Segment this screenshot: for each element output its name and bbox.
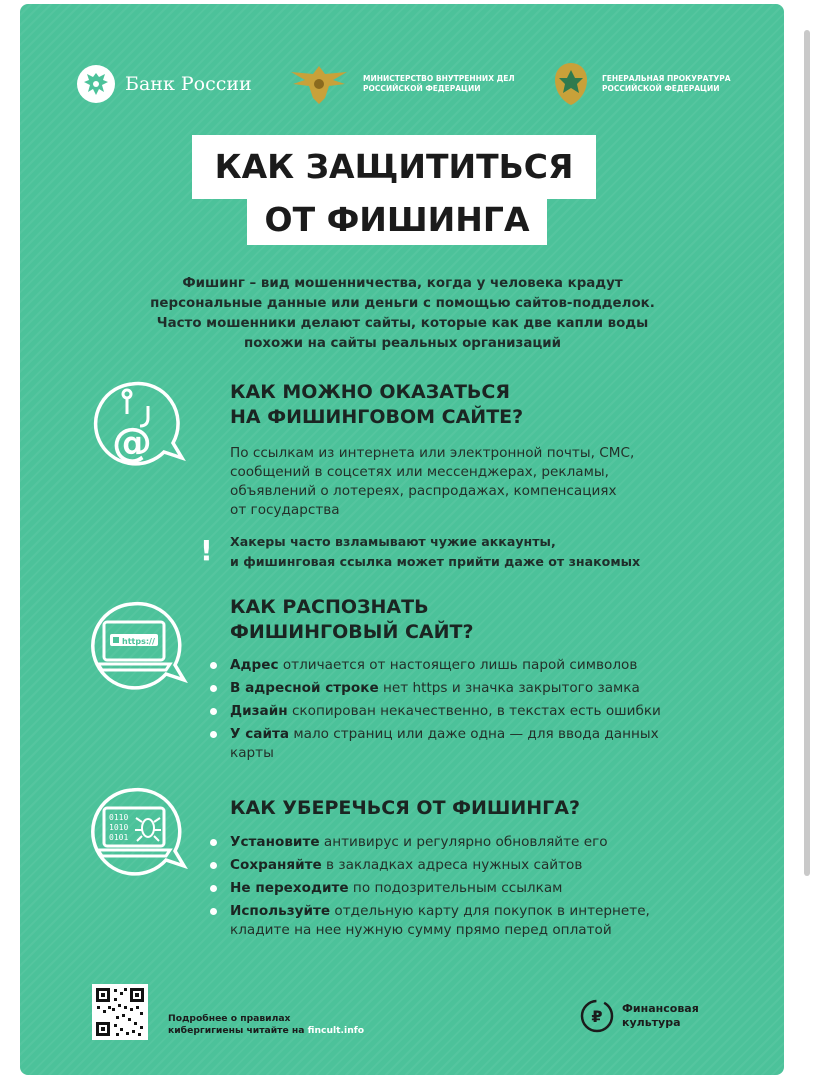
bank-of-russia-logo [76, 56, 252, 112]
list-item [210, 656, 710, 675]
mvd-name-line: РОССИЙСКОЙ ФЕДЕРАЦИИ [363, 84, 481, 93]
bank-name: Банк России [125, 73, 252, 95]
section1-text-line: сообщений в соцсетях или мессенджерах, рекламы, [230, 464, 609, 480]
laptop-https-icon [82, 598, 192, 694]
mvd-name-line: МИНИСТЕРСТВО ВНУТРЕННИХ ДЕЛ [363, 74, 515, 83]
footer-line: кибергигиены читайте на [168, 1025, 308, 1036]
list-item-bold: Используйте [230, 903, 331, 919]
section1-text-line: объявлений о лотереях, распродажах, компенсациях [230, 483, 617, 499]
phishing-hook-icon [82, 376, 192, 472]
section2-title [230, 595, 474, 645]
binary-code-line: 0101 [109, 833, 129, 842]
intro-line: похожи на сайты реальных организаций [243, 336, 562, 351]
list-item [210, 856, 710, 875]
list-item [210, 833, 710, 852]
list-item [210, 879, 710, 898]
section1-title [230, 380, 523, 430]
bullet-icon [210, 908, 217, 915]
page-title-line2: ОТ ФИШИНГА [247, 197, 547, 245]
financial-culture-line: культура [622, 1016, 681, 1029]
financial-culture-logo [580, 999, 699, 1033]
bullet-icon [210, 885, 217, 892]
bullet-icon [210, 862, 217, 869]
list-item-text: нет https и значка закрытого замка [378, 680, 640, 696]
section2-title-line: ФИШИНГОВЫЙ САЙТ? [230, 621, 474, 643]
intro-line: Часто мошенники делают сайты, которые как две капли воды [156, 316, 649, 331]
section2-list [210, 656, 710, 767]
section1-text-line: По ссылкам из интернета или электронной почты, СМС, [230, 445, 635, 461]
prosecutor-name [602, 74, 731, 94]
list-item-bold: В адресной строке [230, 680, 379, 696]
bullet-icon [210, 708, 217, 715]
bullet-icon [210, 685, 217, 692]
warning-icon: ! [200, 534, 213, 567]
list-item [210, 902, 705, 940]
bullet-icon [210, 662, 217, 669]
svg-text:@: @ [112, 420, 152, 466]
financial-culture-line: Финансовая [622, 1002, 699, 1015]
section3-title: КАК УБЕРЕЧЬСЯ ОТ ФИШИНГА? [230, 797, 580, 819]
section1-text-line: от государства [230, 502, 340, 518]
eagle-emblem-icon [76, 64, 116, 104]
warning-line: Хакеры часто взламывают чужие аккаунты, [230, 534, 556, 549]
section1-title-line: НА ФИШИНГОВОМ САЙТЕ? [230, 406, 524, 428]
page-scrollbar[interactable] [804, 30, 810, 876]
binary-code-line: 0110 [109, 813, 129, 822]
mvd-eagle-icon [285, 62, 353, 106]
ruble-circle-icon [580, 999, 614, 1033]
list-item [210, 679, 710, 698]
list-item-bold: Не переходите [230, 880, 349, 896]
intro-text [100, 274, 705, 354]
intro-line: Фишинг – вид мошенничества, когда у человека крадут [182, 276, 623, 291]
binary-code-line: 1010 [109, 823, 129, 832]
warning-text [230, 532, 640, 572]
prosecutor-name-line: РОССИЙСКОЙ ФЕДЕРАЦИИ [602, 84, 720, 93]
section1-text [230, 444, 700, 520]
bug-icon [135, 818, 161, 841]
list-item-bold: Установите [230, 834, 320, 850]
list-item-text: по подозрительным ссылкам [348, 880, 563, 896]
prosecutor-name-line: ГЕНЕРАЛЬНАЯ ПРОКУРАТУРА [602, 74, 731, 83]
list-item-bold: Адрес [230, 657, 279, 673]
list-item-text: скопирован некачественно, в текстах есть ошибки [287, 703, 661, 719]
list-item-text: в закладках адреса нужных сайтов [321, 857, 583, 873]
page-title-line1: КАК ЗАЩИТИТЬСЯ [192, 135, 596, 199]
list-item-bold: Дизайн [230, 703, 288, 719]
list-item-text: антивирус и регулярно обновляйте его [319, 834, 608, 850]
list-item [210, 725, 700, 763]
section3-list [210, 833, 710, 944]
list-item-bold: Сохраняйте [230, 857, 322, 873]
footer-line: Подробнее о правилах [168, 1013, 291, 1024]
warning-line: и фишинговая ссылка может прийти даже от знакомых [230, 554, 641, 569]
laptop-virus-icon [82, 784, 192, 880]
list-item-text: отдельную карту для покупок в интернете, кладите на нее нужную сумму прямо перед оплатой [230, 903, 650, 938]
list-item [210, 702, 710, 721]
list-item-text: отличается от настоящего лишь парой символов [278, 657, 638, 673]
section1-title-line: КАК МОЖНО ОКАЗАТЬСЯ [230, 381, 510, 403]
https-label: https:// [122, 637, 155, 646]
footer-text [168, 1013, 364, 1037]
prosecutor-emblem-icon [550, 60, 592, 108]
poster [20, 4, 784, 1075]
bullet-icon [210, 731, 217, 738]
section2-title-line: КАК РАСПОЗНАТЬ [230, 596, 429, 618]
fincult-link[interactable]: fincult.info [307, 1025, 365, 1036]
financial-culture-name [622, 1002, 699, 1030]
list-item-bold: У сайта [230, 726, 290, 742]
prosecutor-logo [550, 56, 731, 112]
ruble-sign: ₽ [591, 1007, 603, 1026]
intro-line: персональные данные или деньги с помощью сайтов-подделок. [150, 296, 655, 311]
qr-code[interactable] [92, 984, 148, 1040]
mvd-name [363, 74, 515, 94]
list-item-text: мало страниц или даже одна — для ввода данных карты [230, 726, 659, 761]
bullet-icon [210, 839, 217, 846]
mvd-logo [285, 56, 515, 112]
